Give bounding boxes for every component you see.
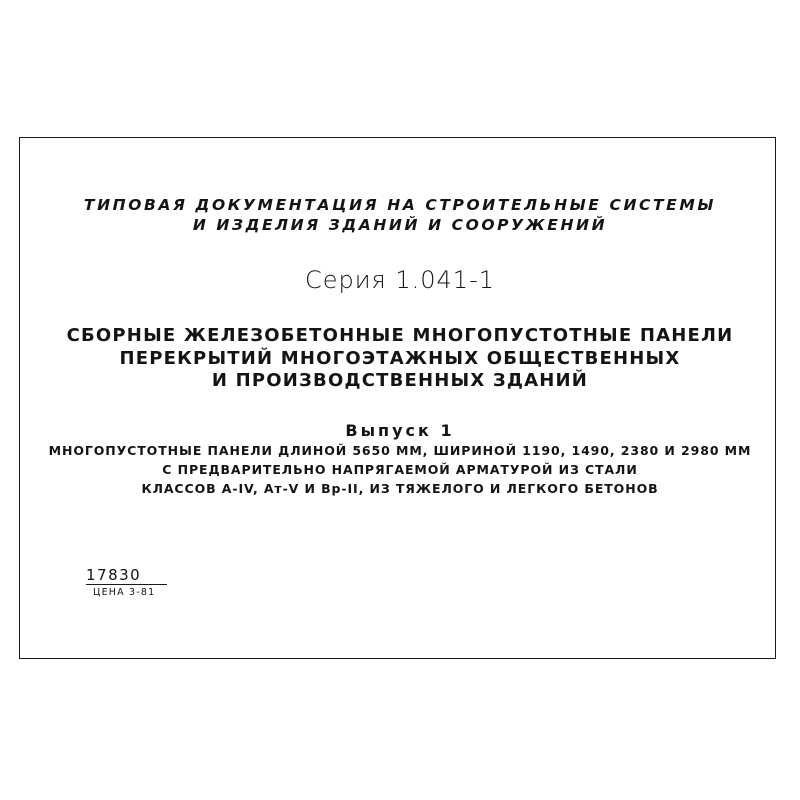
title-line-1: СБОРНЫЕ ЖЕЛЕЗОБЕТОННЫЕ МНОГОПУСТОТНЫЕ ПАНЕЛИ <box>66 325 734 346</box>
title-line-3: И ПРОИЗВОДСТВЕННЫХ ЗДАНИЙ <box>211 370 589 391</box>
issue-number: Выпуск 1 <box>345 421 455 440</box>
title-line-2: ПЕРЕКРЫТИЙ МНОГОЭТАЖНЫХ ОБЩЕСТВЕННЫХ <box>119 348 681 369</box>
header-line-1: ТИПОВАЯ ДОКУМЕНТАЦИЯ НА СТРОИТЕЛЬНЫЕ СИСТЕМЫ <box>83 196 717 214</box>
header-line-2: И ИЗДЕЛИЯ ЗДАНИЙ И СООРУЖЕНИЙ <box>192 216 608 234</box>
description-line-3: КЛАССОВ A-IV, Aт-V И Bр-II, ИЗ ТЯЖЕЛОГО И ЛЕГКОГО БЕТОНОВ <box>141 481 659 496</box>
series-title: Серия 1.041-1 <box>304 266 496 294</box>
price-label: ЦЕНА 3-81 <box>93 587 156 598</box>
description-line-1: МНОГОПУСТОТНЫЕ ПАНЕЛИ ДЛИНОЙ 5650 ММ, ШИРИНОЙ 1190, 1490, 2380 И 2980 ММ <box>48 443 752 458</box>
document-code: 17830 <box>86 566 167 585</box>
description-line-2: С ПРЕДВАРИТЕЛЬНО НАПРЯГАЕМОЙ АРМАТУРОЙ ИЗ СТАЛИ <box>162 462 638 477</box>
